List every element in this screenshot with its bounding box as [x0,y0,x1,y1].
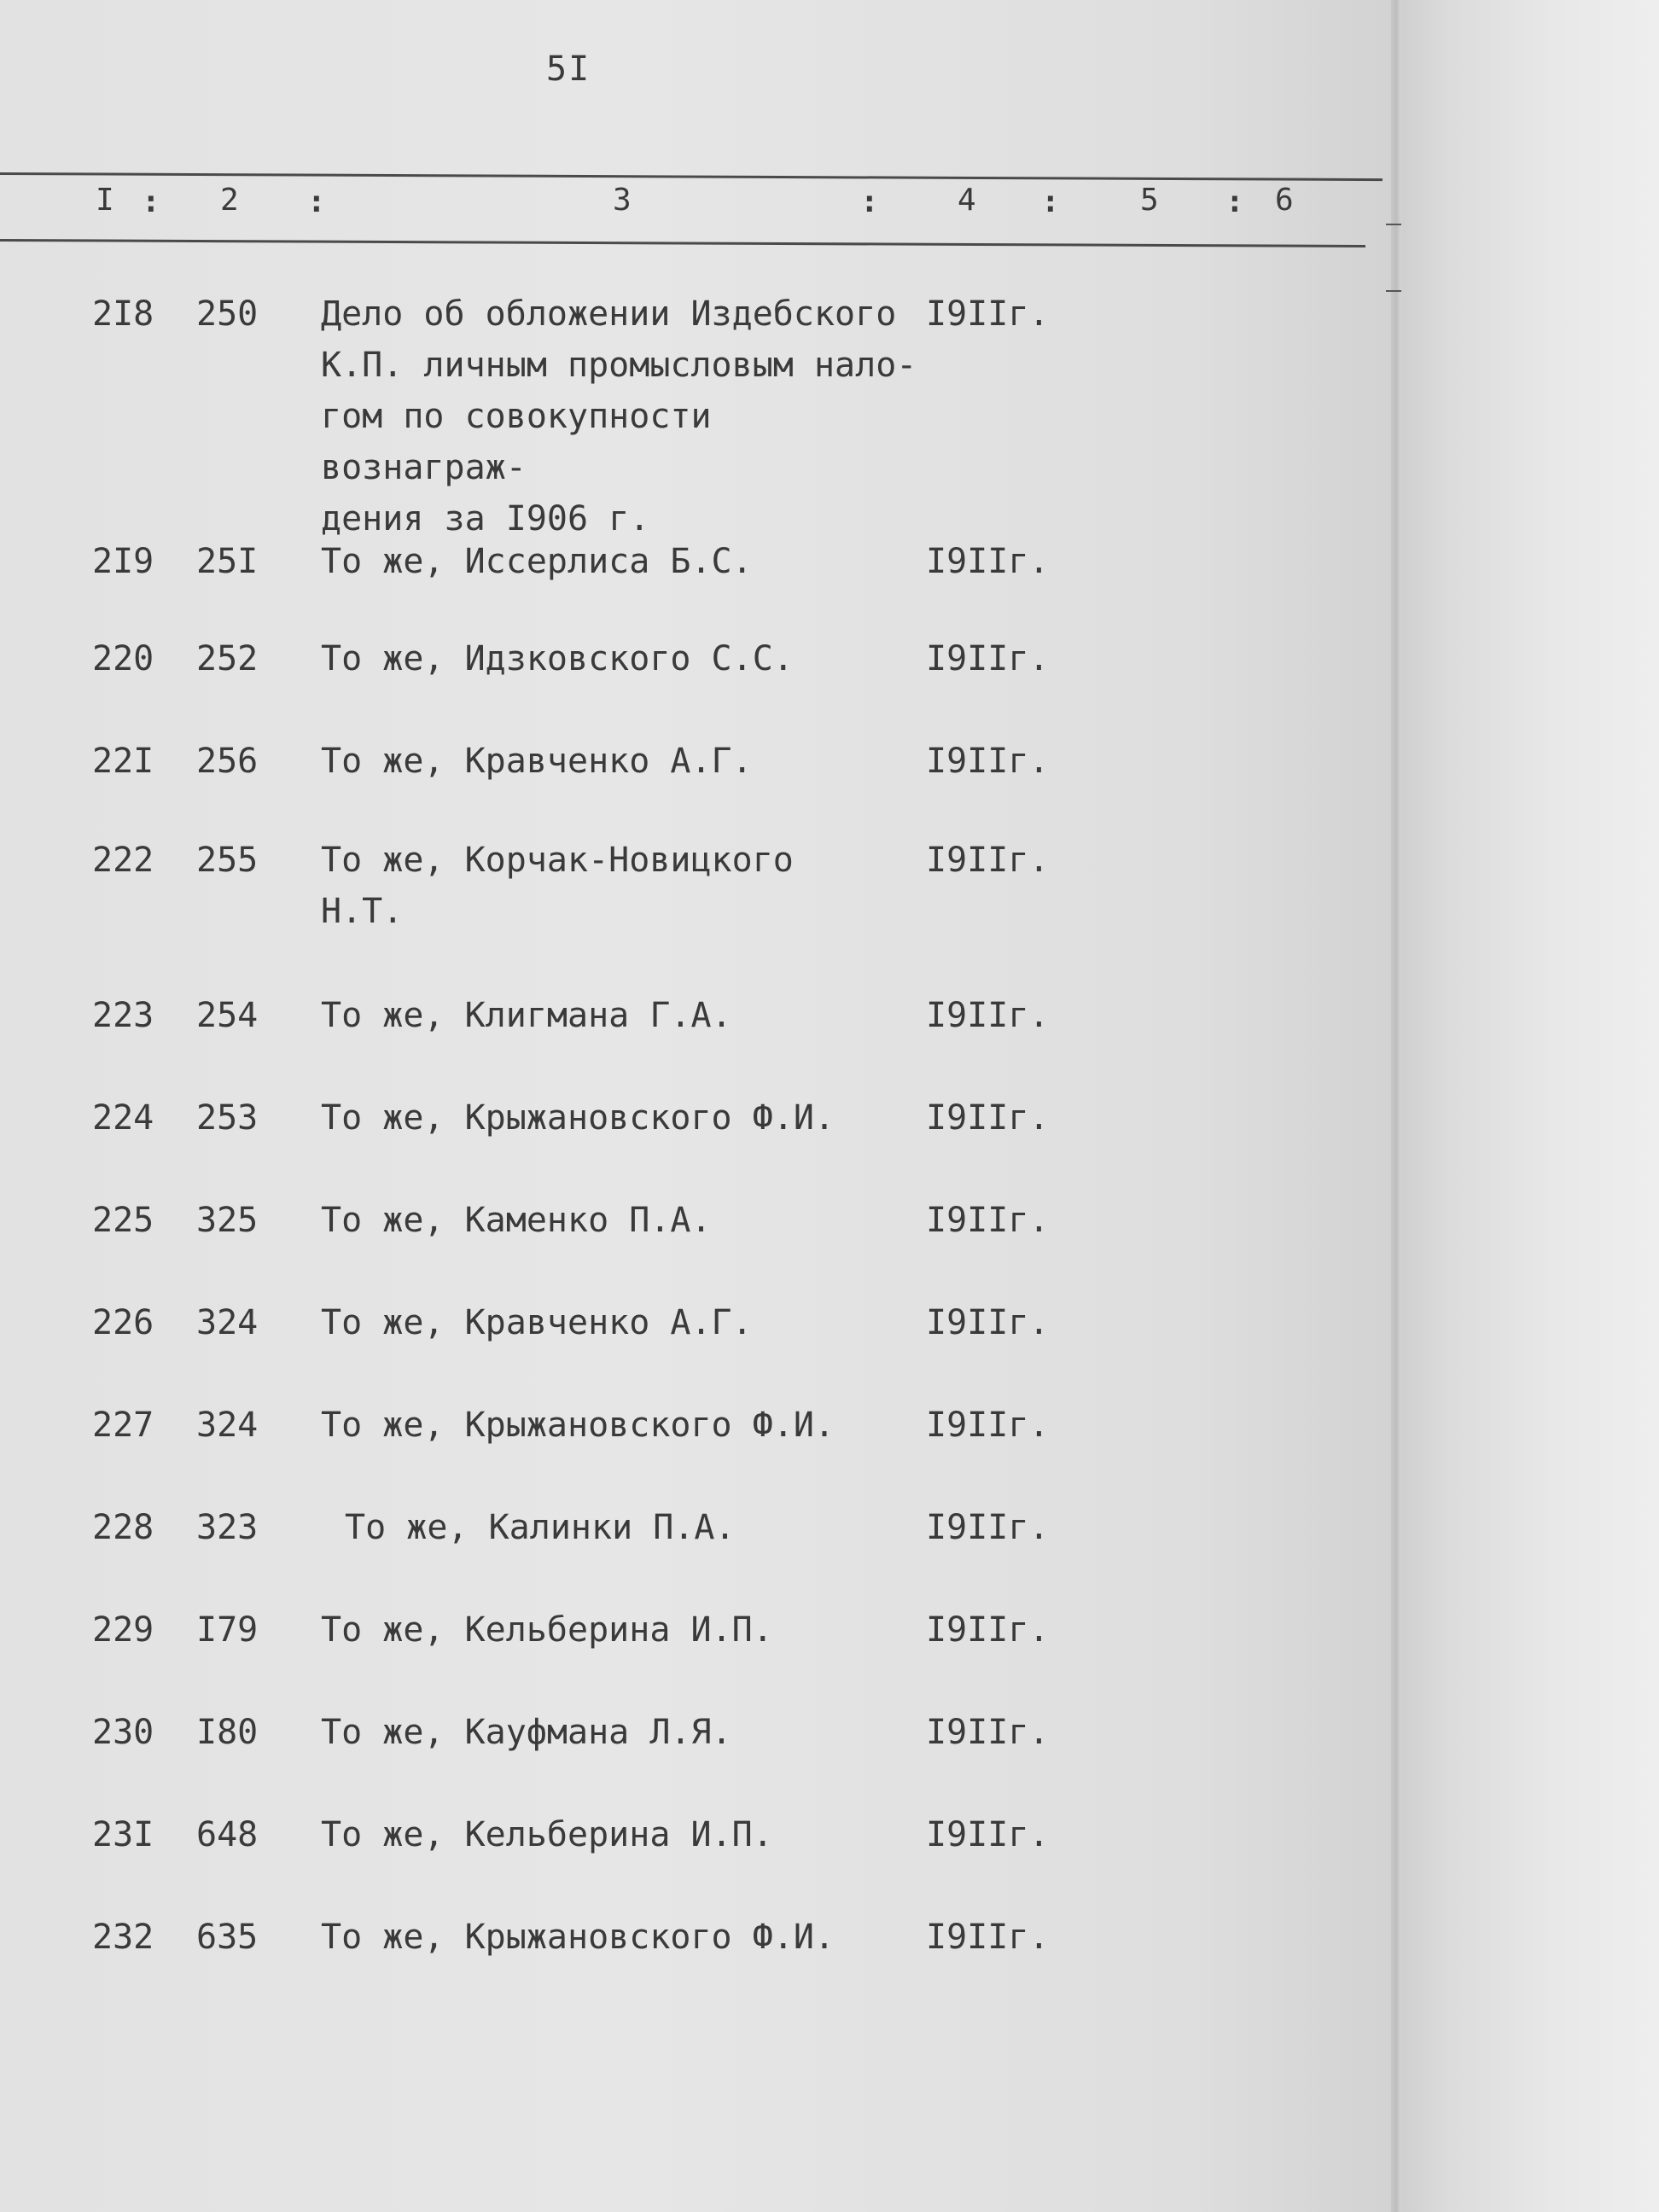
row-title-line: дения за I906 г. [321,499,650,538]
row-year: I9IIг. [926,1713,1050,1752]
row-year: I9IIг. [926,1918,1050,1957]
page-number: 5I [546,49,591,89]
table-row [0,736,1109,787]
column-header-4: 4 [958,183,976,218]
old-number: 253 [196,1098,259,1138]
row-year: I9IIг. [926,1098,1050,1138]
row-title [321,1297,935,1348]
row-number: 228 [92,1508,154,1547]
row-year: I9IIг. [926,841,1050,880]
row-year: I9IIг. [926,639,1050,678]
row-title-line: Н.Т. [321,892,404,931]
row-title-line: То же, Корчак-Новицкого [321,841,794,880]
old-number: 255 [196,841,259,880]
row-title-line: То же, Крыжановского Ф.И. [321,1918,835,1957]
row-year: I9IIг. [926,542,1050,581]
row-number: 2I8 [92,294,154,334]
row-title-line: гом по совокупности вознаграж- [321,397,712,487]
old-number: 324 [196,1303,259,1342]
row-number: 220 [92,639,154,678]
row-number: 232 [92,1918,154,1957]
column-separator: : [142,184,160,219]
table-row [0,1400,1109,1451]
table-row [0,1707,1109,1758]
table-row [0,1092,1109,1144]
row-year: I9IIг. [926,996,1050,1035]
underlying-sheet [1400,0,1659,2212]
edge-mark [1386,224,1401,225]
old-number: 325 [196,1201,259,1240]
row-title [321,1195,935,1246]
row-title [321,633,935,684]
page-edge [1391,0,1401,2212]
table-row [0,1809,1109,1860]
row-title-line: То же, Кравченко А.Г. [321,1303,753,1342]
row-number: 223 [92,996,154,1035]
table-row [0,835,1109,931]
old-number: I80 [196,1713,259,1752]
row-title-line: То же, Кельберина И.П. [321,1610,773,1650]
row-title [321,1092,935,1144]
row-number: 23I [92,1815,154,1854]
row-title-line: То же, Кельберина И.П. [321,1815,773,1854]
row-title [345,1502,959,1553]
row-year: I9IIг. [926,742,1050,781]
table-row [0,1912,1109,1963]
row-title-line: То же, Кауфмана Л.Я. [321,1713,732,1752]
old-number: I79 [196,1610,259,1650]
row-number: 225 [92,1201,154,1240]
old-number: 323 [196,1508,259,1547]
row-title-line: То же, Клигмана Г.А. [321,996,732,1035]
row-number: 229 [92,1610,154,1650]
row-year: I9IIг. [926,1406,1050,1445]
row-title [321,1604,935,1656]
table-row [0,990,1109,1041]
column-header-2: 2 [220,183,239,218]
column-header-1: I [96,183,114,218]
table-row [0,1195,1109,1246]
row-year: I9IIг. [926,1610,1050,1650]
row-title [321,1809,935,1860]
row-number: 230 [92,1713,154,1752]
row-number: 22I [92,742,154,781]
row-title [321,835,935,937]
old-number: 254 [196,996,259,1035]
old-number: 250 [196,294,259,334]
table-row [0,288,1109,538]
row-year: I9IIг. [926,1508,1050,1547]
row-year: I9IIг. [926,1815,1050,1854]
row-year: I9IIг. [926,1201,1050,1240]
column-separator: : [307,184,326,219]
row-title-line: То же, Крыжановского Ф.И. [321,1406,835,1445]
column-separator: : [860,184,879,219]
old-number: 648 [196,1815,259,1854]
row-year: I9IIг. [926,294,1050,334]
row-title [321,536,935,587]
row-title-line: К.П. личным промысловым нало- [321,346,917,385]
table-row [0,1297,1109,1348]
column-header-3: 3 [613,183,632,218]
column-header-6: 6 [1275,183,1294,218]
row-title [321,288,935,544]
row-title-line: То же, Крыжановского Ф.И. [321,1098,835,1138]
old-number: 252 [196,639,259,678]
row-title-line: То же, Калинки П.А. [345,1508,736,1547]
row-title [321,1707,935,1758]
row-title-line: Дело об обложении Издебского [321,294,897,334]
row-title-line: То же, Кравченко А.Г. [321,742,753,781]
old-number: 635 [196,1918,259,1957]
row-title [321,1912,935,1963]
column-separator: : [1225,184,1244,219]
row-year: I9IIг. [926,1303,1050,1342]
old-number: 324 [196,1406,259,1445]
table-row [0,1604,1109,1656]
row-number: 224 [92,1098,154,1138]
row-number: 2I9 [92,542,154,581]
row-title [321,736,935,787]
row-title-line: То же, Иссерлиса Б.С. [321,542,753,581]
table-row [0,633,1109,684]
table-row [0,1502,1109,1553]
column-header-5: 5 [1140,183,1159,218]
old-number: 256 [196,742,259,781]
row-number: 227 [92,1406,154,1445]
old-number: 25I [196,542,259,581]
row-number: 222 [92,841,154,880]
row-title [321,990,935,1041]
row-title [321,1400,935,1451]
row-number: 226 [92,1303,154,1342]
column-separator: : [1041,184,1060,219]
row-title-line: То же, Каменко П.А. [321,1201,712,1240]
table-row [0,536,1109,587]
row-title-line: То же, Идзковского С.С. [321,639,794,678]
edge-mark [1386,290,1401,292]
